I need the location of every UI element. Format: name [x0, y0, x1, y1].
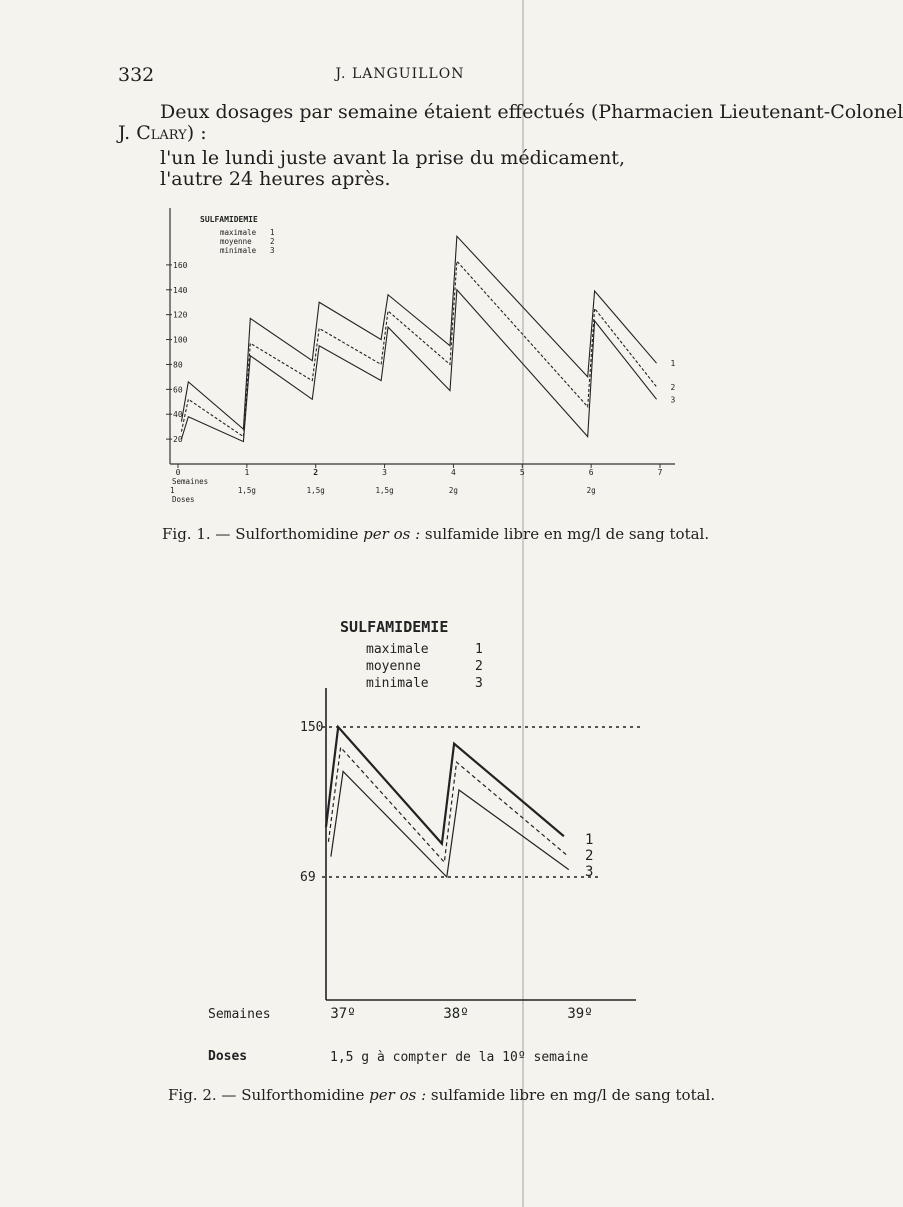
- body-line-4: l'autre 24 heures après.: [160, 168, 391, 190]
- figure-1-caption-label: Fig. 1. —: [162, 525, 231, 543]
- running-head: J. LANGUILLON: [335, 66, 465, 82]
- page-number: 332: [118, 64, 155, 86]
- x-tick-label: 7: [657, 468, 663, 477]
- x-tick-label: 37º: [330, 1006, 356, 1022]
- x-tick-label: 38º: [443, 1006, 469, 1022]
- series-line-3: [181, 290, 656, 442]
- x-axis-label: Semaines: [172, 477, 209, 486]
- legend-num-1: 1: [270, 228, 275, 237]
- figure-2-caption-text-b: sulfamide libre en mg/l de sang total.: [430, 1086, 716, 1104]
- legend-num-2: 2: [270, 237, 275, 246]
- series-line-1: [181, 236, 656, 429]
- x-axis-label: Semaines: [208, 1007, 271, 1022]
- dose-label: 1,5g: [375, 486, 394, 495]
- x-tick-label: 39º: [567, 1006, 593, 1022]
- y-tick-label: 80: [173, 360, 183, 370]
- body-line-2: J. Clary) :: [118, 122, 207, 144]
- legend-num-3: 3: [270, 246, 275, 255]
- y-tick-label: 40: [173, 410, 183, 420]
- figure-1-caption-text-a: Sulforthomidine: [235, 525, 359, 543]
- series-end-label-2: 2: [670, 382, 676, 392]
- x-tick-label: 2: [313, 468, 319, 477]
- legend-entry-3: minimale: [220, 246, 257, 255]
- y-tick-label: 120: [173, 310, 188, 320]
- legend-entry-1: maximale: [220, 228, 257, 237]
- dose-label: 2g: [448, 486, 458, 495]
- legend-num-2: 2: [475, 659, 483, 674]
- series-end-label-2: 2: [585, 848, 594, 864]
- dose-label: 1,5g: [306, 486, 325, 495]
- y-tick-label: 160: [173, 260, 188, 270]
- figure-2-caption-italic: per os :: [369, 1086, 427, 1104]
- y-tick-label: 150: [300, 720, 324, 735]
- figure-2-caption-label: Fig. 2. —: [168, 1086, 237, 1104]
- legend-entry-2: moyenne: [366, 659, 421, 674]
- legend-num-1: 1: [475, 642, 483, 657]
- doses-label: Doses: [172, 495, 195, 504]
- dose-label: 2g: [586, 486, 596, 495]
- series-end-label-3: 3: [585, 864, 594, 880]
- figure-1-caption: [162, 525, 709, 543]
- series-line-2: [181, 261, 656, 436]
- y-tick-label: 20: [173, 435, 183, 445]
- legend-num-3: 3: [475, 676, 483, 691]
- doses-text: 1,5 g à compter de la 10º semaine: [330, 1050, 589, 1065]
- dose-label: 1: [170, 486, 175, 495]
- legend-entry-2: moyenne: [220, 237, 252, 246]
- x-tick-label: 3: [382, 468, 387, 477]
- series-line-1: [326, 727, 564, 844]
- body-line-1: Deux dosages par semaine étaient effectués (Pharmacien Lieutenant-Colonel: [160, 101, 903, 123]
- x-tick-label: 1: [244, 468, 250, 477]
- y-tick-label: 140: [173, 285, 188, 295]
- figure-2-caption: [168, 1086, 715, 1104]
- body-line-3: l'un le lundi juste avant la prise du médicament,: [160, 147, 625, 169]
- legend-title: SULFAMIDEMIE: [340, 618, 449, 636]
- doses-label: Doses: [208, 1049, 248, 1064]
- x-tick-label: 0: [175, 468, 181, 477]
- figure-1-chart: [0, 200, 800, 520]
- legend-entry-3: minimale: [366, 676, 429, 691]
- y-tick-label: 60: [173, 385, 183, 395]
- series-end-label-3: 3: [670, 395, 676, 405]
- figure-2-caption-text-a: Sulforthomidine: [241, 1086, 365, 1104]
- x-tick-label: 5: [519, 468, 525, 477]
- legend-entry-1: maximale: [366, 642, 429, 657]
- y-tick-label: 69: [300, 870, 316, 885]
- x-tick-label: 6: [588, 468, 594, 477]
- series-end-label-1: 1: [670, 359, 676, 369]
- figure-1-caption-text-b: sulfamide libre en mg/l de sang total.: [424, 525, 710, 543]
- dose-label: 1,5g: [237, 486, 256, 495]
- figure-1-caption-italic: per os :: [363, 525, 421, 543]
- y-tick-label: 100: [173, 335, 188, 345]
- legend-title: SULFAMIDEMIE: [200, 215, 258, 224]
- x-tick-label: 4: [451, 468, 456, 477]
- figure-2-chart: [0, 600, 800, 1080]
- series-end-label-1: 1: [585, 832, 594, 848]
